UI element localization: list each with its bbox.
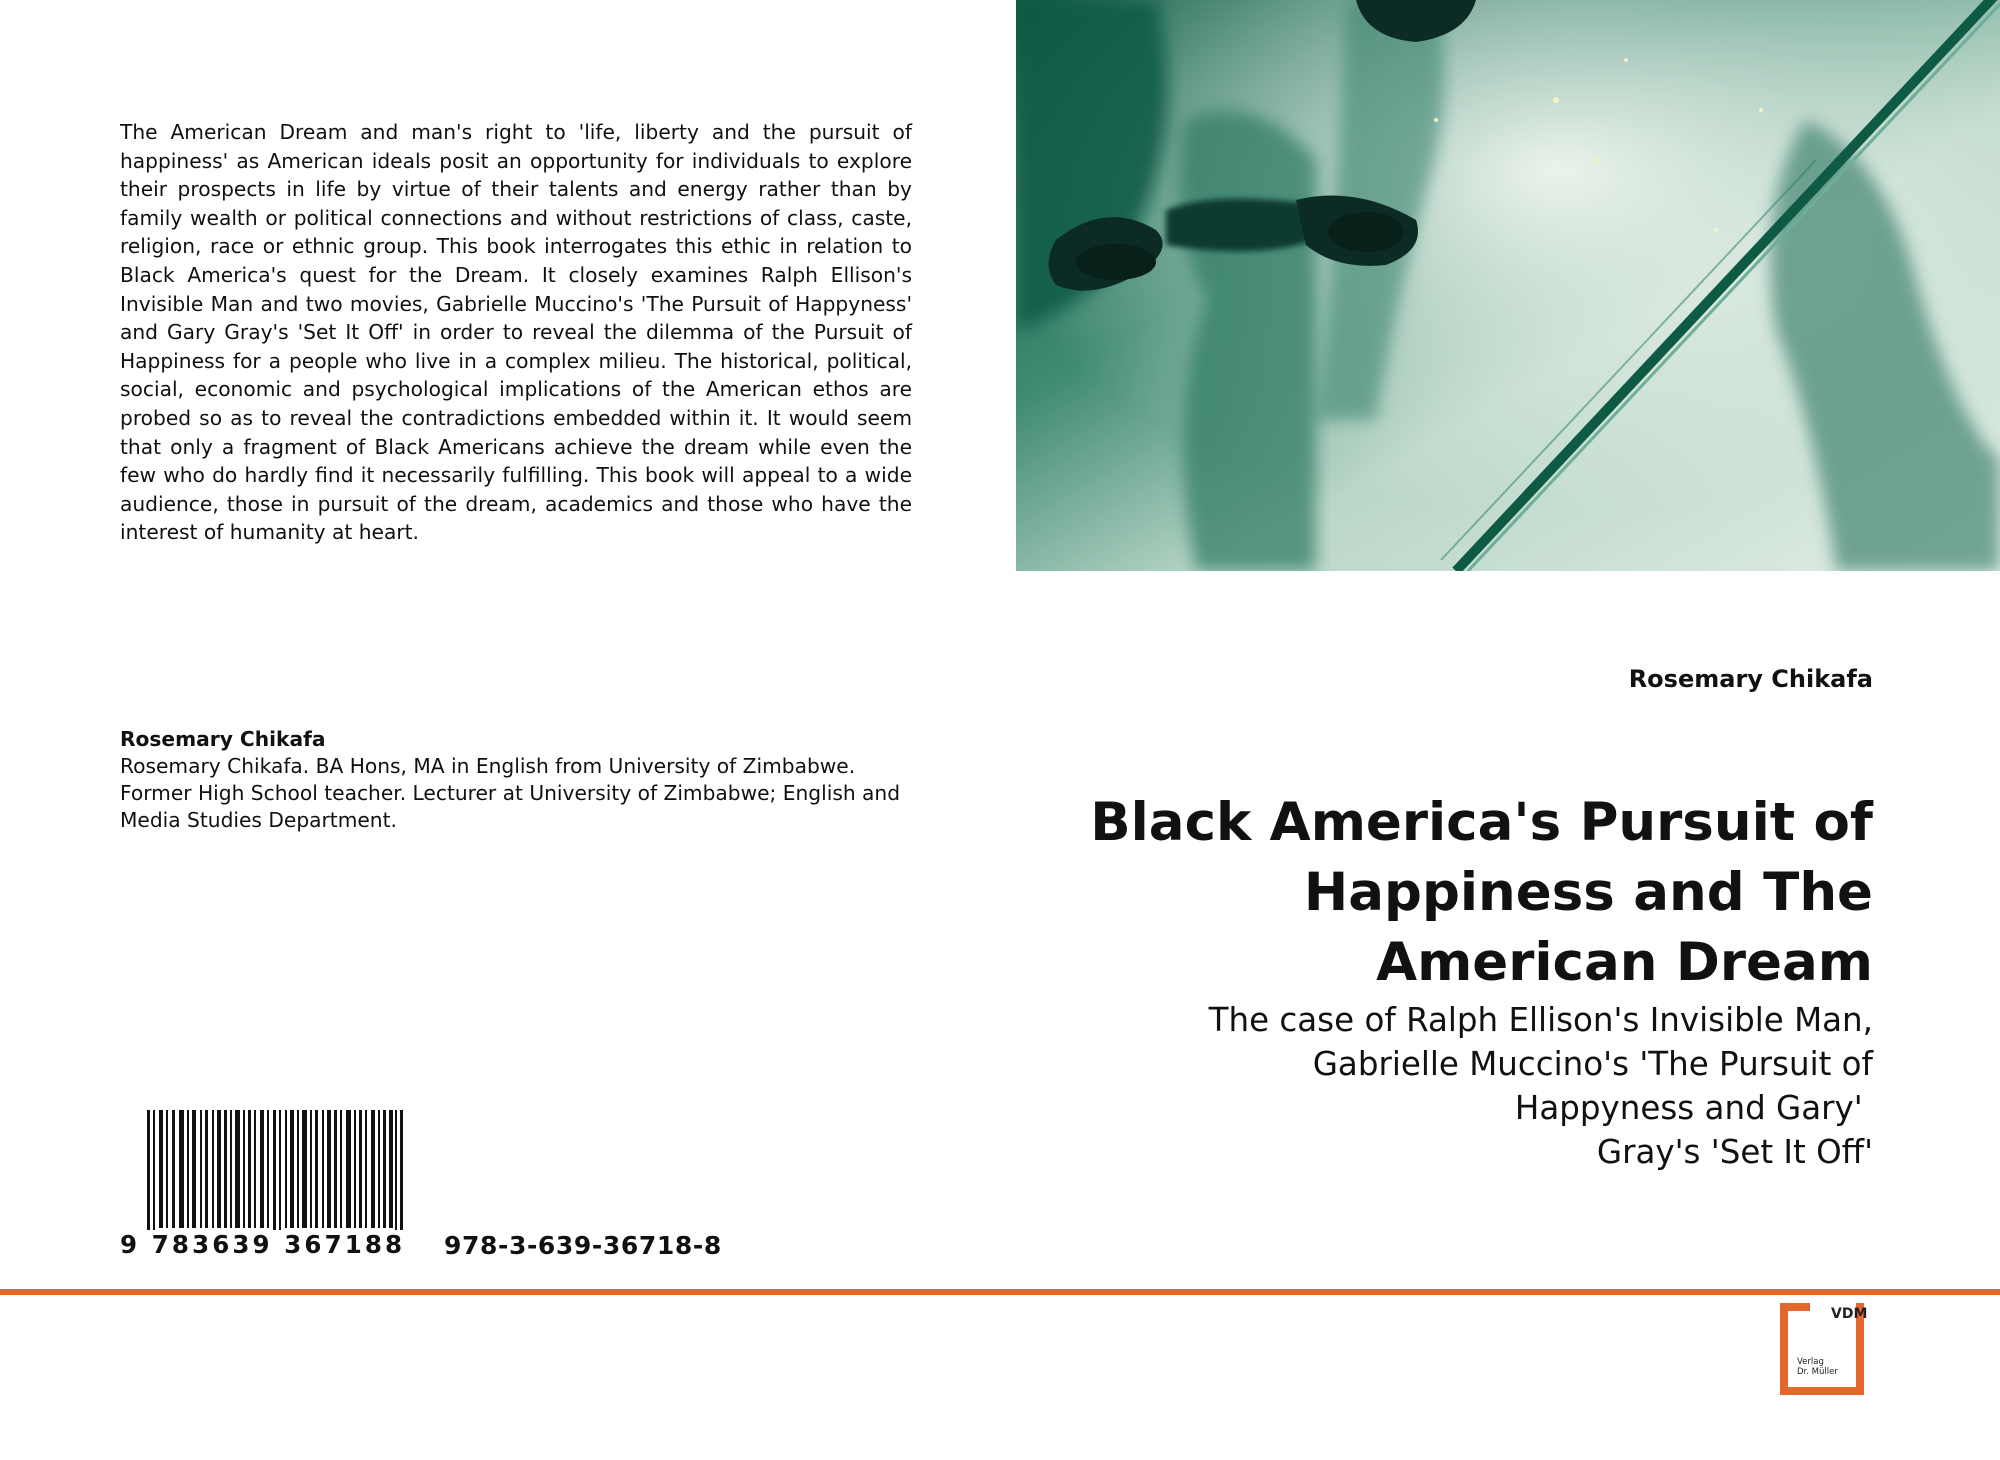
title-line: American Dream [1376, 932, 1873, 993]
logo-vdm-text: VDM [1831, 1306, 1868, 1322]
book-subtitle [973, 998, 1873, 1174]
glass-floor-feet-photo-icon [1016, 0, 2000, 571]
subtitle-line: Happyness and Gary' [1514, 1089, 1873, 1127]
isbn-number: 978-3-639-36718-8 [444, 1231, 722, 1260]
logo-subtext: Verlag Dr. Müller [1797, 1357, 1838, 1377]
cover-photo [1016, 0, 2000, 571]
orange-divider [0, 1289, 2000, 1295]
bio-line: Former High School teacher. Lecturer at University of Zimbabwe; English and [120, 781, 901, 805]
bio-author-name: Rosemary Chikafa [120, 727, 326, 751]
bio-line: Rosemary Chikafa. BA Hons, MA in English from University of Zimbabwe. [120, 754, 856, 778]
book-title [1053, 788, 1873, 998]
bio-line: Media Studies Department. [120, 808, 397, 832]
subtitle-line: Gabrielle Muccino's 'The Pursuit of [1312, 1045, 1873, 1083]
author-bio [120, 726, 920, 834]
publisher-logo [1780, 1303, 1876, 1399]
barcode-digits: 9 783639 367188 [120, 1230, 406, 1259]
back-cover-blurb: The American Dream and man's right to 'life, liberty and the pursuit of happiness' as American ideals posit an opportunity for individuals to explore their prospects in life by virtue of their talents and energy rather than by family wealth or political connections and without restrictions of class, caste, religion, race or ethnic group. This book interrogates this ethic in relation to Black America's quest for the Dream. It closely examines Ralph Ellison's Invisible Man and two movies, Gabrielle Muccino's 'The Pursuit of Happyness' and Gary Gray's 'Set It Off' in order to reveal the dilemma of the Pursuit of Happiness for a people who live in a complex milieu. The historical, political, social, economic and psychological implications of the American ethos are probed so as to reveal the contradictions embedded within it. It would seem that only a fragment of Black Americans achieve the dream while even the few who do hardly find it necessarily fulfilling. This book will appeal to a wide audience, those in pursuit of the dream, academics and those who have the interest of humanity at heart. [120, 120, 912, 545]
title-line: Happiness and The [1303, 862, 1873, 923]
front-author-name: Rosemary Chikafa [1628, 665, 1873, 693]
title-line: Black America's Pursuit of [1090, 792, 1873, 853]
subtitle-line: Gray's 'Set It Off' [1596, 1133, 1873, 1171]
subtitle-line: The case of Ralph Ellison's Invisible Man, [1208, 1001, 1873, 1039]
